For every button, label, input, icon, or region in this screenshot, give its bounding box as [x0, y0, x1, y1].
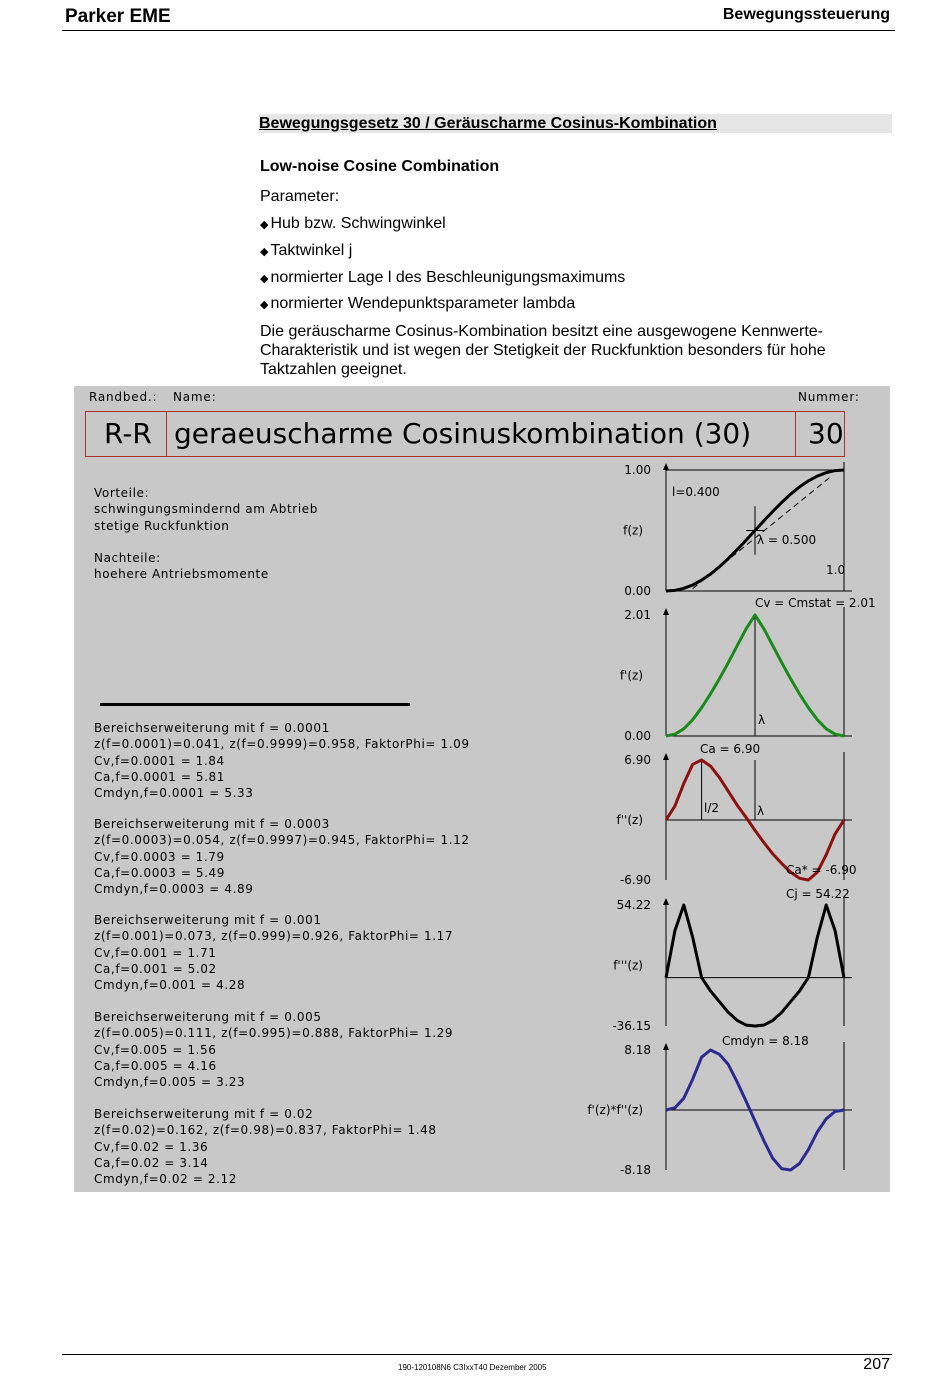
range-block: Bereichserweiterung mit f = 0.001 z(f=0.001)=0.073, z(f=0.999)=0.926, FaktorPhi= 1.17 Cv,f=0.001 = 1.71 Ca,f=0.001 = 5.02 Cmdyn,f=0.001 = 4.28: [94, 913, 454, 993]
description: Die geräuscharme Cosinus-Kombination besitzt eine ausgewogene Kennwerte-Charakteristik und ist wegen der Stetigkeit der Ruckfunktion besonders für hohe Taktzahlen geeignet.: [260, 323, 826, 378]
disadvantages: Nachteile: hoehere Antriebsmomente: [94, 551, 269, 582]
chart-annotation: Ca = 6.90: [700, 742, 761, 756]
bullet-item: ◆ Taktwinkel j: [260, 242, 353, 259]
y-min-label: -6.90: [619, 873, 651, 887]
y-max-label: 2.01: [624, 608, 651, 622]
range-block: Bereichserweiterung mit f = 0.02 z(f=0.02)=0.162, z(f=0.98)=0.837, FaktorPhi= 1.48 Cv,f=0.02 = 1.36 Ca,f=0.02 = 3.14 Cmdyn,f=0.02 = 2.12: [94, 1107, 437, 1187]
chart-annotation: l/2: [704, 801, 720, 815]
y-axis-arrow: [663, 1043, 669, 1050]
chart-annotation: Cj = 54.22: [786, 887, 850, 901]
chart-annotation: λ: [758, 713, 766, 727]
y-axis-arrow: [663, 463, 669, 470]
diamond-icon: ◆: [260, 219, 269, 231]
y-min-label: -8.18: [619, 1163, 651, 1177]
chart-annotation: 1.0: [826, 563, 846, 577]
chart-annotation: l=0.400: [672, 485, 720, 499]
header-section: Bewegungssteuerung: [722, 6, 890, 23]
y-max-label: 1.00: [624, 463, 651, 477]
chart-annotation: Cv = Cmstat = 2.01: [755, 596, 876, 610]
parameter-label: Parameter:: [260, 188, 340, 205]
y-axis-label: f'(z): [619, 668, 643, 683]
subtitle: Low-noise Cosine Combination: [260, 158, 500, 175]
law-name: geraeuscharme Cosinuskombination (30): [174, 417, 752, 450]
y-axis-label: f(z): [623, 523, 643, 538]
advantages: Vorteile: schwingungsmindernd am Abtrieb stetige Ruckfunktion: [94, 486, 318, 533]
y-axis-label: f''(z): [616, 813, 643, 827]
diamond-icon: ◆: [260, 299, 269, 311]
y-axis-arrow: [663, 753, 669, 760]
bullet-item: ◆ normierter Lage l des Beschleunigungsmaximums: [260, 269, 626, 286]
series-line: [666, 905, 844, 1026]
section-title: Bewegungsgesetz 30 / Geräuscharme Cosinus-Kombination: [259, 114, 892, 133]
y-max-label: 8.18: [624, 1043, 651, 1057]
y-axis-arrow: [663, 898, 669, 905]
footer-text: 190-120108N6 C3IxxT40 Dezember 2005: [398, 1363, 547, 1372]
chart-annotation: Cmdyn = 8.18: [722, 1034, 809, 1048]
randbed-label: Randbed.:: [89, 390, 158, 404]
y-axis-label: f'''(z): [613, 958, 643, 973]
diamond-icon: ◆: [260, 273, 269, 285]
law-number: 30: [808, 417, 844, 450]
chart-annotation: λ = 0.500: [757, 533, 817, 547]
range-block: Bereichserweiterung mit f = 0.0001 z(f=0.0001)=0.041, z(f=0.9999)=0.958, FaktorPhi= 1.09 Cv,f=0.0001 = 1.84 Ca,f=0.0001 = 5.81 Cmdyn,f=0.0001 = 5.33: [94, 721, 470, 801]
diamond-icon: ◆: [260, 246, 269, 258]
bullet-item: ◆ Hub bzw. Schwingwinkel: [260, 215, 446, 232]
y-min-label: 0.00: [624, 584, 651, 598]
nummer-label: Nummer:: [798, 390, 860, 404]
chart-annotation: λ: [757, 804, 765, 818]
name-label: Name:: [173, 390, 217, 404]
y-max-label: 6.90: [624, 753, 651, 767]
footer-rule: [62, 1354, 892, 1355]
page-number: 207: [863, 1356, 890, 1373]
range-block: Bereichserweiterung mit f = 0.0003 z(f=0.0003)=0.054, z(f=0.9997)=0.945, FaktorPhi= 1.12 Cv,f=0.0003 = 1.79 Ca,f=0.0003 = 5.49 Cmdyn,f=0.0003 = 4.89: [94, 817, 470, 897]
range-block: Bereichserweiterung mit f = 0.005 z(f=0.005)=0.111, z(f=0.995)=0.888, FaktorPhi= 1.29 Cv,f=0.005 = 1.56 Ca,f=0.005 = 4.16 Cmdyn,f=0.005 = 3.23: [94, 1010, 454, 1090]
y-max-label: 54.22: [616, 898, 651, 912]
y-min-label: -36.15: [612, 1019, 651, 1033]
header-company: Parker EME: [65, 6, 171, 27]
randbed-value: R-R: [104, 417, 152, 450]
y-axis-label: f'(z)*f''(z): [587, 1103, 643, 1117]
y-axis-arrow: [663, 608, 669, 615]
y-min-label: 0.00: [624, 729, 651, 743]
bullet-item: ◆ normierter Wendepunktsparameter lambda: [260, 295, 576, 312]
chart-annotation: Ca* = -6.90: [786, 863, 857, 877]
